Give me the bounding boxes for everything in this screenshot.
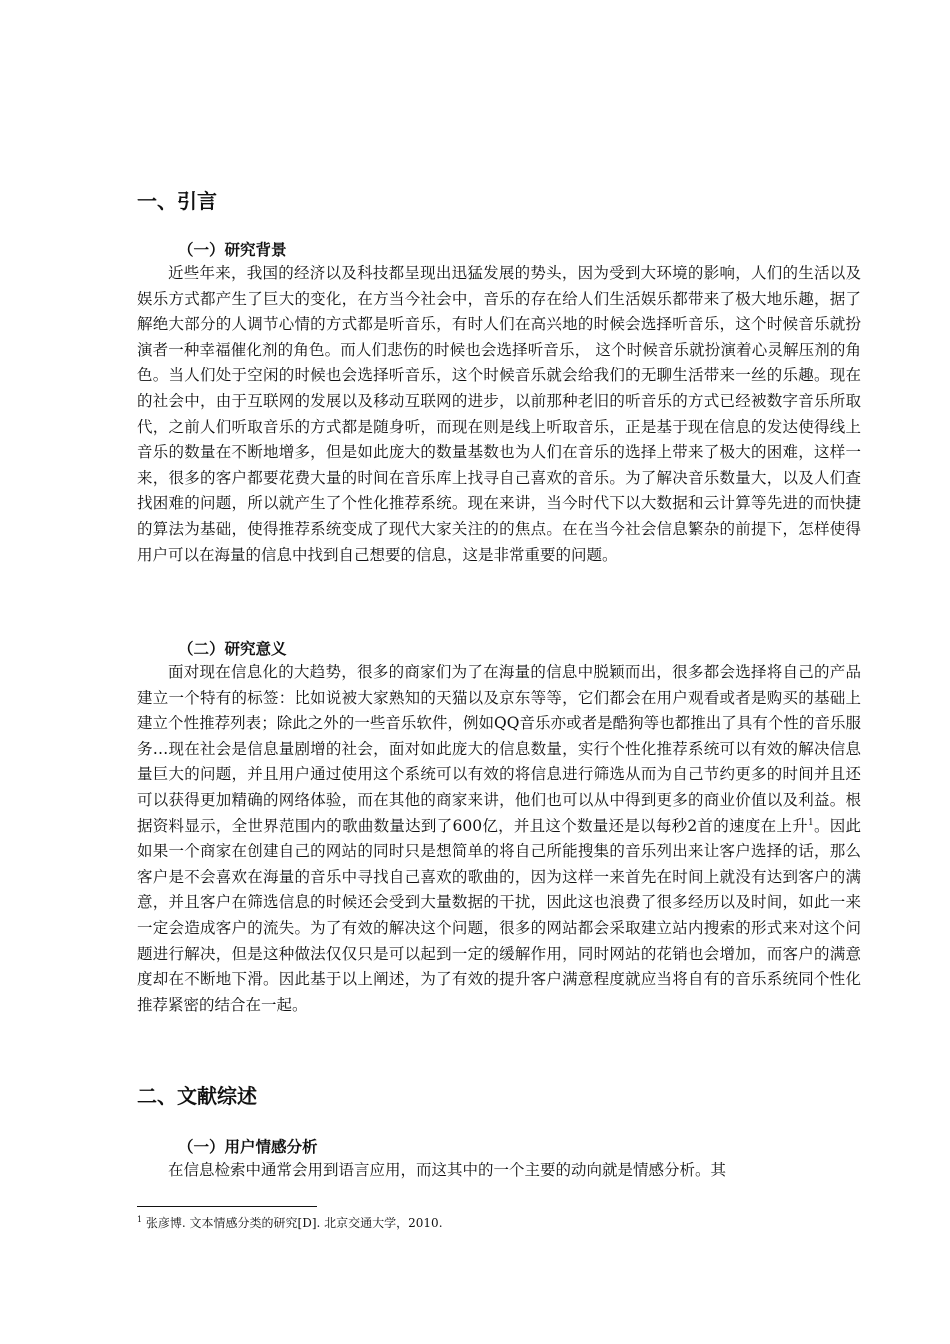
footnote-marker: 1 (137, 1215, 143, 1224)
paragraph-user-sentiment-analysis: 在信息检索中通常会用到语言应用，而这其中的一个主要的动向就是情感分析。其 (168, 1161, 727, 1179)
footnote-text: 张彦博. 文本情感分类的研究[D]. 北京交通大学，2010. (142, 1216, 443, 1230)
section-heading-introduction: 一、引言 (137, 189, 217, 213)
paragraph-research-significance (137, 660, 861, 1018)
paragraph-text-part2: 。因此如果一个商家在创建自己的网站的同时只是想简单的将自己所能搜集的音乐列出来让客户选择的话，那么客户是不会喜欢在海量的音乐中寻找自己喜欢的歌曲的，因为这样一来首先在时间上就没有达到客户的满意，并且客户在筛选信息的时候还会受到大量数据的干扰，因此这也浪费了很多经历以及时间，如此一来一定会造成客户的流失。为了有效的解决这个问题，很多的网站都会采取建立站内搜索的形式来对这个问题进行解决，但是这种做法仅仅只是可以起到一定的缓解作用，同时网站的花销也会增加，而客户的满意度却在不断地下滑。因此基于以上阐述，为了有效的提升客户满意程度就应当将自有的音乐系统同个性化推荐紧密的结合在一起。 (137, 816, 861, 1014)
section-heading-literature-review: 二、文献综述 (137, 1084, 257, 1108)
paragraph-research-background: 近些年来，我国的经济以及科技都呈现出迅猛发展的势头，因为受到大环境的影响，人们的生活以及娱乐方式都产生了巨大的变化，在方当今社会中，音乐的存在给人们生活娱乐都带来了极大地乐趣，据了解绝大部分的人调节心情的方式都是听音乐，有时人们在高兴地的时候会选择听音乐，这个时候音乐就扮演者一种幸福催化剂的角色。而人们悲伤的时候也会选择听音乐， 这个时候音乐就扮演着心灵解压剂的角色。当人们处于空闲的时候也会选择听音乐，这个时候音乐就会给我们的无聊生活带来一丝的乐趣。现在的社会中，由于互联网的发展以及移动互联网的进步，以前那种老旧的听音乐的方式已经被数字音乐所取代，之前人们听取音乐的方式都是随身听，而现在则是线上听取音乐，正是基于现在信息的发达使得线上音乐的数量在不断地增多，但是如此庞大的数量基数也为人们在音乐的选择上带来了极大的困难，这样一来，很多的客户都要花费大量的时间在音乐库上找寻自己喜欢的音乐。为了解决音乐数量大，以及人们查找困难的问题，所以就产生了个性化推荐系统。现在来讲，当今时代下以大数据和云计算等先进的而快捷的算法为基础，使得推荐系统变成了现代大家关注的的焦点。在在当今社会信息繁杂的前提下，怎样使得用户可以在海量的信息中找到自己想要的信息，这是非常重要的问题。 (137, 264, 861, 564)
paragraph-text-part1: 面对现在信息化的大趋势，很多的商家们为了在海量的信息中脱颖而出，很多都会选择将自己的产品建立一个特有的标签：比如说被大家熟知的天猫以及京东等等，它们都会在用户观看或者是购买的基础上建立个性推荐列表；除此之外的一些音乐软件，例如QQ音乐亦或者是酷狗等也都推出了具有个性的音乐服务…现在社会是信息量剧增的社会，面对如此庞大的信息数量，实行个性化推荐系统可以有效的解决信息量巨大的问题，并且用户通过使用这个系统可以有效的将信息进行筛选从而为自己节约更多的时间并且还可以获得更加精确的网络体验，而在其他的商家来讲，他们也可以从中得到更多的商业价值以及利益。根据资料显示，全世界范围内的歌曲数量达到了600亿，并且这个数量还是以每秒2首的速度在上升 (137, 663, 861, 835)
footnote-divider (137, 1206, 317, 1207)
footnote (137, 1212, 443, 1231)
footnote-reference[interactable]: 1 (807, 817, 814, 828)
subsection-heading-research-background: （一）研究背景 (178, 241, 287, 259)
subsection-heading-research-significance: （二）研究意义 (178, 640, 287, 658)
subsection-heading-user-sentiment-analysis: （一）用户情感分析 (178, 1138, 318, 1156)
